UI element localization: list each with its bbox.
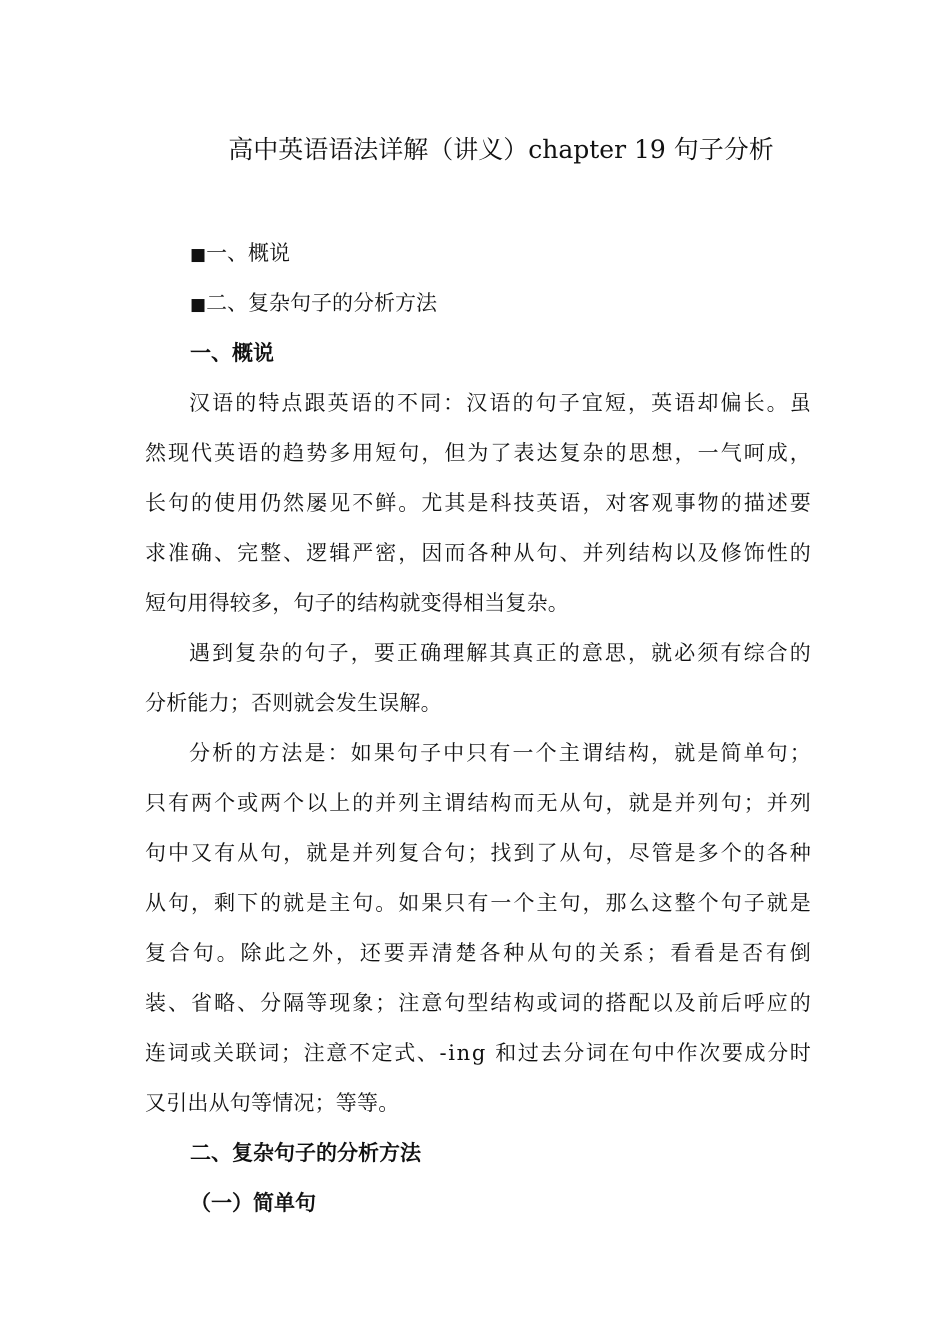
paragraph-line: 长句的使用仍然屡见不鲜。尤其是科技英语，对客观事物的描述要 [145, 491, 813, 515]
square-bullet-icon: ■ [190, 245, 207, 265]
paragraph-line: 装、省略、分隔等现象；注意句型结构或词的搭配以及前后呼应的 [145, 991, 813, 1015]
paragraph-line: 只有两个或两个以上的并列主谓结构而无从句，就是并列句；并列 [145, 791, 813, 815]
paragraph-line: 汉语的特点跟英语的不同：汉语的句子宜短，英语却偏长。虽 [189, 391, 813, 415]
paragraph-line: 连词或关联词；注意不定式、-ing 和过去分词在句中作次要成分时 [145, 1041, 813, 1065]
paragraph-line: 分析能力；否则就会发生误解。 [145, 691, 442, 715]
square-bullet-icon: ■ [190, 295, 207, 315]
toc-item-complex-sentence-methods[interactable] [145, 278, 811, 328]
toc-item-overview[interactable] [145, 228, 811, 278]
toc-item-label: 二、复杂句子的分析方法 [206, 291, 438, 315]
paragraph-line: 遇到复杂的句子，要正确理解其真正的意思，就必须有综合的 [189, 641, 813, 665]
document-title: 高中英语语法详解（讲义）chapter 19 句子分析 [228, 135, 774, 164]
paragraph-line: 从句，剩下的就是主句。如果只有一个主句，那么这整个句子就是 [145, 891, 813, 915]
toc-item-label: 一、概说 [206, 241, 291, 265]
paragraph-line: 求准确、完整、逻辑严密，因而各种从句、并列结构以及修饰性的 [145, 541, 813, 565]
section-heading-overview: 一、概说 [190, 341, 274, 365]
section-heading-complex-sentence-methods: 二、复杂句子的分析方法 [190, 1141, 421, 1165]
paragraph-1 [145, 378, 811, 628]
paragraph-line: 然现代英语的趋势多用短句，但为了表达复杂的思想，一气呵成， [145, 441, 813, 465]
paragraph-line: 句中又有从句，就是并列复合句；找到了从句，尽管是多个的各种 [145, 841, 813, 865]
paragraph-2 [145, 628, 811, 728]
paragraph-line: 短句用得较多，句子的结构就变得相当复杂。 [145, 591, 569, 615]
subsection-heading-simple-sentence: （一）简单句 [190, 1191, 316, 1215]
paragraph-line: 又引出从句等情况；等等。 [145, 1091, 400, 1115]
paragraph-3 [145, 728, 814, 1128]
paragraph-line: 分析的方法是：如果句子中只有一个主谓结构，就是简单句； [189, 741, 813, 765]
paragraph-line: 复合句。除此之外，还要弄清楚各种从句的关系；看看是否有倒 [145, 941, 814, 965]
document-body [145, 228, 814, 1228]
